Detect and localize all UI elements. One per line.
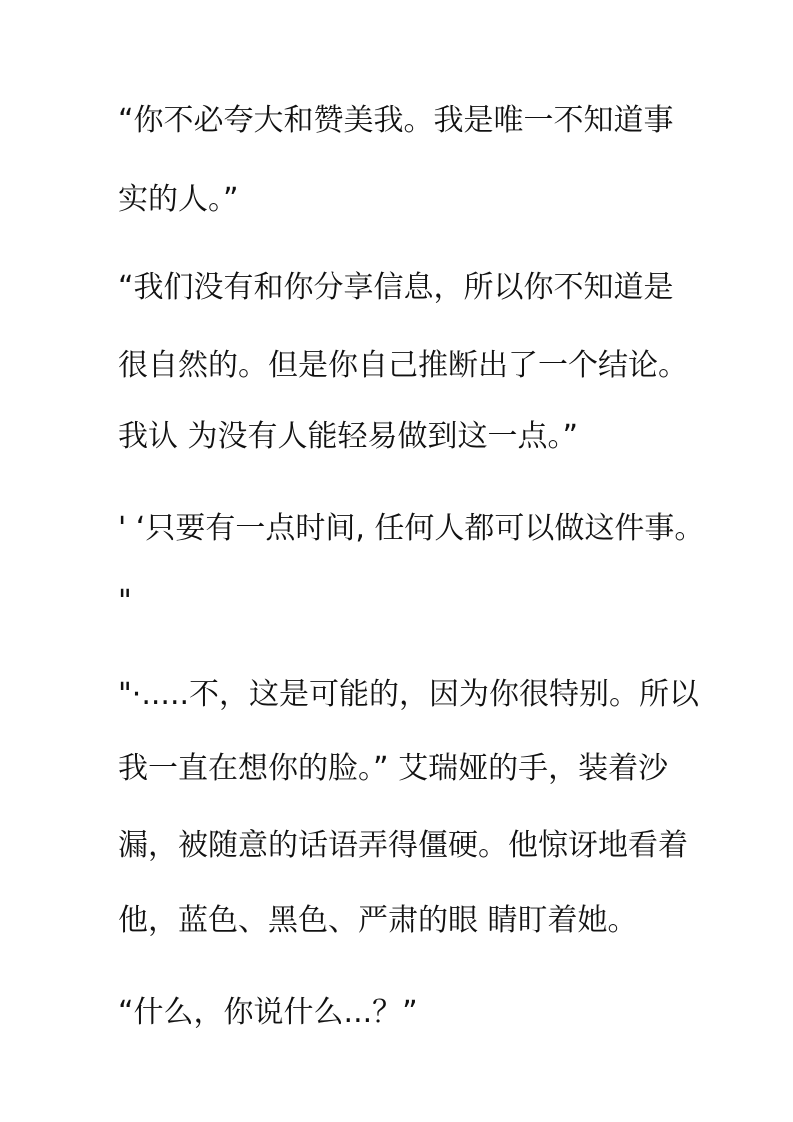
- text-line: 漏，被随意的话语弄得僵硬。他惊讶地看着: [118, 828, 688, 863]
- text-line: "·.....不，这是可能的，因为你很特别。所以: [118, 677, 700, 712]
- text-line: 他，蓝色、黑色、严肃的眼 睛盯着她。: [118, 903, 638, 938]
- text-line: 我一直在想你的脸。” 艾瑞娅的手，装着沙: [118, 751, 669, 786]
- text-line: 我认 为没有人能轻易做到这一点。”: [118, 419, 579, 454]
- text-line: ' ‘只要有一点时间, 任何人都可以做这件事。: [118, 511, 705, 546]
- text-line: 实的人。”: [118, 182, 239, 217]
- text-line: “我们没有和你分享信息，所以你不知道是: [118, 270, 674, 305]
- text-line: ": [118, 584, 132, 619]
- text-line: “什么，你说什么...？”: [118, 995, 418, 1030]
- text-line: “你不必夸大和赞美我。我是唯一不知道事: [118, 103, 674, 138]
- text-line: 很自然的。但是你自己推断出了一个结论。: [118, 348, 688, 383]
